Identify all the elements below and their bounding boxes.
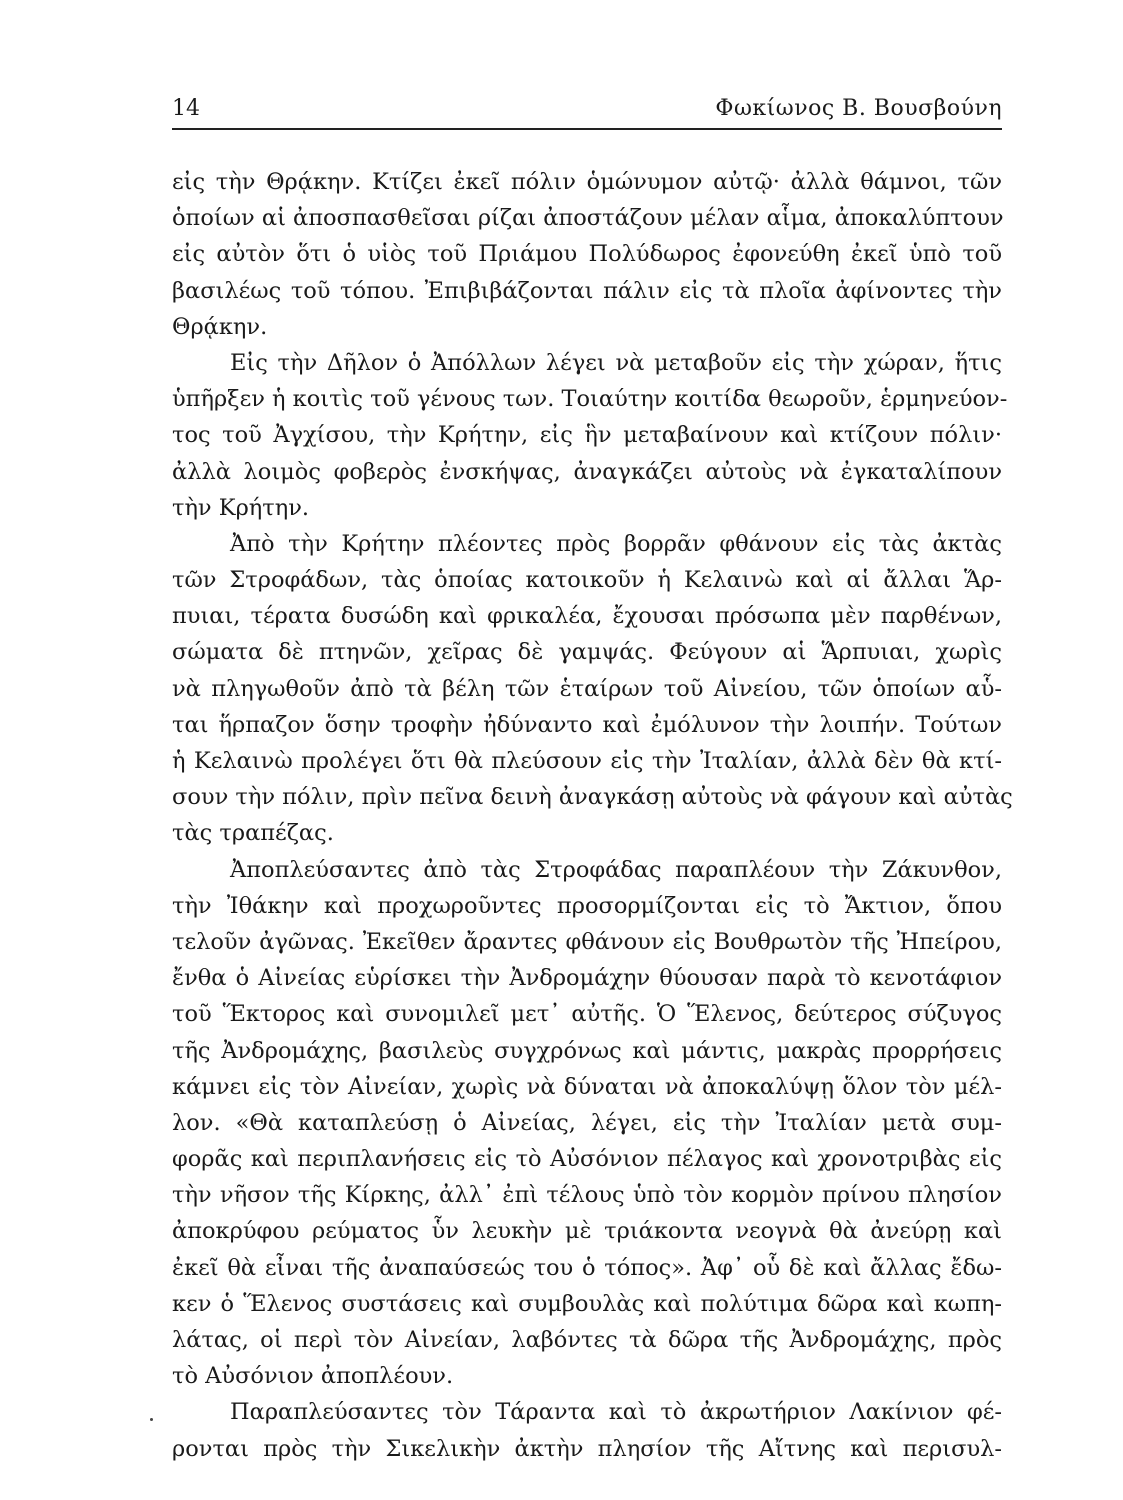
header-rule	[172, 128, 1002, 130]
text-line: τῆς Ἀνδρομάχης, βασιλεὺς συγχρόνως καὶ μάντις, μακρὰς προρρήσεις	[172, 1037, 1002, 1064]
text-line: ἔνθα ὁ Αἰνείας εὑρίσκει τὴν Ἀνδρομάχην θύουσαν παρὰ τὸ κενοτάφιον	[172, 965, 1002, 992]
text-line: κάμνει εἰς τὸν Αἰνείαν, χωρὶς νὰ δύναται νὰ ἀποκαλύψῃ ὅλον τὸν μέλ-	[172, 1073, 1002, 1100]
text-line: ὑπῆρξεν ἡ κοιτὶς τοῦ γένους των. Τοιαύτην κοιτίδα θεωροῦν, ἑρμηνεύον-	[172, 386, 1008, 413]
text-line: εἰς αὐτὸν ὅτι ὁ υἱὸς τοῦ Πριάμου Πολύδωρος ἐφονεύθη ἐκεῖ ὑπὸ τοῦ	[172, 241, 1002, 268]
text-line: σουν τὴν πόλιν, πρὶν πεῖνα δεινὴ ἀναγκάσῃ αὐτοὺς νὰ φάγουν καὶ αὐτὰς	[172, 784, 1013, 811]
margin-mark	[150, 1418, 153, 1421]
text-line: φορᾶς καὶ περιπλανήσεις εἰς τὸ Αὐσόνιον πέλαγος καὶ χρονοτριβὰς εἰς	[172, 1146, 1002, 1173]
text-line: τὰς τραπέζας.	[172, 820, 334, 847]
text-line: τὸ Αὐσόνιον ἀποπλέουν.	[172, 1363, 454, 1390]
text-line: Θρᾴκην.	[172, 313, 268, 340]
text-line: κεν ὁ Ἕλενος συστάσεις καὶ συμβουλὰς καὶ πολύτιμα δῶρα καὶ κωπη-	[172, 1290, 1002, 1317]
text-line: τελοῦν ἀγῶνας. Ἐκεῖθεν ἄραντες φθάνουν εἰς Βουθρωτὸν τῆς Ἠπείρου,	[172, 928, 1002, 955]
page-number: 14	[172, 96, 200, 121]
text-line: ἐκεῖ θὰ εἶναι τῆς ἀναπαύσεώς του ὁ τόπος». Ἀφ᾽ οὗ δὲ καὶ ἄλλας ἔδω-	[172, 1254, 1002, 1281]
text-line: ρονται πρὸς τὴν Σικελικὴν ἀκτὴν πλησίον τῆς Αἴτνης καὶ περισυλ-	[172, 1435, 1002, 1462]
text-line: νὰ πληγωθοῦν ἀπὸ τὰ βέλη τῶν ἑταίρων τοῦ Αἰνείου, τῶν ὁποίων αὗ-	[172, 675, 1002, 702]
text-line: εἰς τὴν Θρᾴκην. Κτίζει ἐκεῖ πόλιν ὁμώνυμον αὐτῷ· ἀλλὰ θάμνοι, τῶν	[172, 169, 1002, 195]
text-line: ται ἥρπαζον ὅσην τροφὴν ἠδύναντο καὶ ἐμόλυνον τὴν λοιπήν. Τούτων	[172, 711, 1002, 738]
text-line: τὴν Κρήτην.	[172, 494, 310, 521]
text-line: σώματα δὲ πτηνῶν, χεῖρας δὲ γαμψάς. Φεύγουν αἱ Ἅρπυιαι, χωρὶς	[172, 639, 1002, 666]
text-line: ἀποκρύφου ρεύματος ὗν λευκὴν μὲ τριάκοντα νεογνὰ θὰ ἀνεύρῃ καὶ	[172, 1218, 1002, 1245]
text-line: πυιαι, τέρατα δυσώδη καὶ φρικαλέα, ἔχουσαι πρόσωπα μὲν παρθένων,	[172, 603, 1002, 630]
text-line: Ἀποπλεύσαντες ἀπὸ τὰς Στροφάδας παραπλέουν τὴν Ζάκυνθον,	[230, 856, 1002, 883]
text-line: βασιλέως τοῦ τόπου. Ἐπιβιβάζονται πάλιν εἰς τὰ πλοῖα ἀφίνοντες τὴν	[172, 277, 1002, 304]
text-line: Εἰς τὴν Δῆλον ὁ Ἀπόλλων λέγει νὰ μεταβοῦν εἰς τὴν χώραν, ἥτις	[230, 349, 1002, 376]
text-line: λάτας, οἱ περὶ τὸν Αἰνείαν, λαβόντες τὰ δῶρα τῆς Ἀνδρομάχης, πρὸς	[172, 1327, 1002, 1353]
text-line: τὴν Ἰθάκην καὶ προχωροῦντες προσορμίζονται εἰς τὸ Ἄκτιον, ὅπου	[172, 892, 1002, 919]
text-line: τὴν νῆσον τῆς Κίρκης, ἀλλ᾽ ἐπὶ τέλους ὑπὸ τὸν κορμὸν πρίνου πλησίον	[172, 1182, 1002, 1209]
running-head: Φωκίωνος Β. Βουσβούνη	[715, 96, 1002, 121]
text-body	[172, 164, 1013, 1467]
text-line: λον. «Θὰ καταπλεύσῃ ὁ Αἰνείας, λέγει, εἰς τὴν Ἰταλίαν μετὰ συμ-	[172, 1109, 1002, 1136]
text-line: τῶν Στροφάδων, τὰς ὁποίας κατοικοῦν ἡ Κελαινὼ καὶ αἱ ἄλλαι Ἅρ-	[172, 567, 1002, 594]
text-line: Ἀπὸ τὴν Κρήτην πλέοντες πρὸς βορρᾶν φθάνουν εἰς τὰς ἀκτὰς	[230, 530, 1002, 557]
text-line: ἀλλὰ λοιμὸς φοβερὸς ἐνσκήψας, ἀναγκάζει αὐτοὺς νὰ ἐγκαταλίπουν	[172, 458, 1002, 485]
text-line: ὁποίων αἱ ἀποσπασθεῖσαι ρίζαι ἀποστάζουν μέλαν αἷμα, ἀποκαλύπτουν	[172, 205, 1004, 232]
text-line: τος τοῦ Ἀγχίσου, τὴν Κρήτην, εἰς ἣν μεταβαίνουν καὶ κτίζουν πόλιν·	[172, 422, 1002, 449]
text-line: Παραπλεύσαντες τὸν Τάραντα καὶ τὸ ἀκρωτήριον Λακίνιον φέ-	[230, 1399, 1002, 1426]
text-line: τοῦ Ἕκτορος καὶ συνομιλεῖ μετ᾽ αὐτῆς. Ὁ Ἕλενος, δεύτερος σύζυγος	[172, 1001, 1002, 1028]
text-line: ἡ Κελαινὼ προλέγει ὅτι θὰ πλεύσουν εἰς τὴν Ἰταλίαν, ἀλλὰ δὲν θὰ κτί-	[172, 748, 1002, 774]
page-header	[172, 86, 1002, 126]
